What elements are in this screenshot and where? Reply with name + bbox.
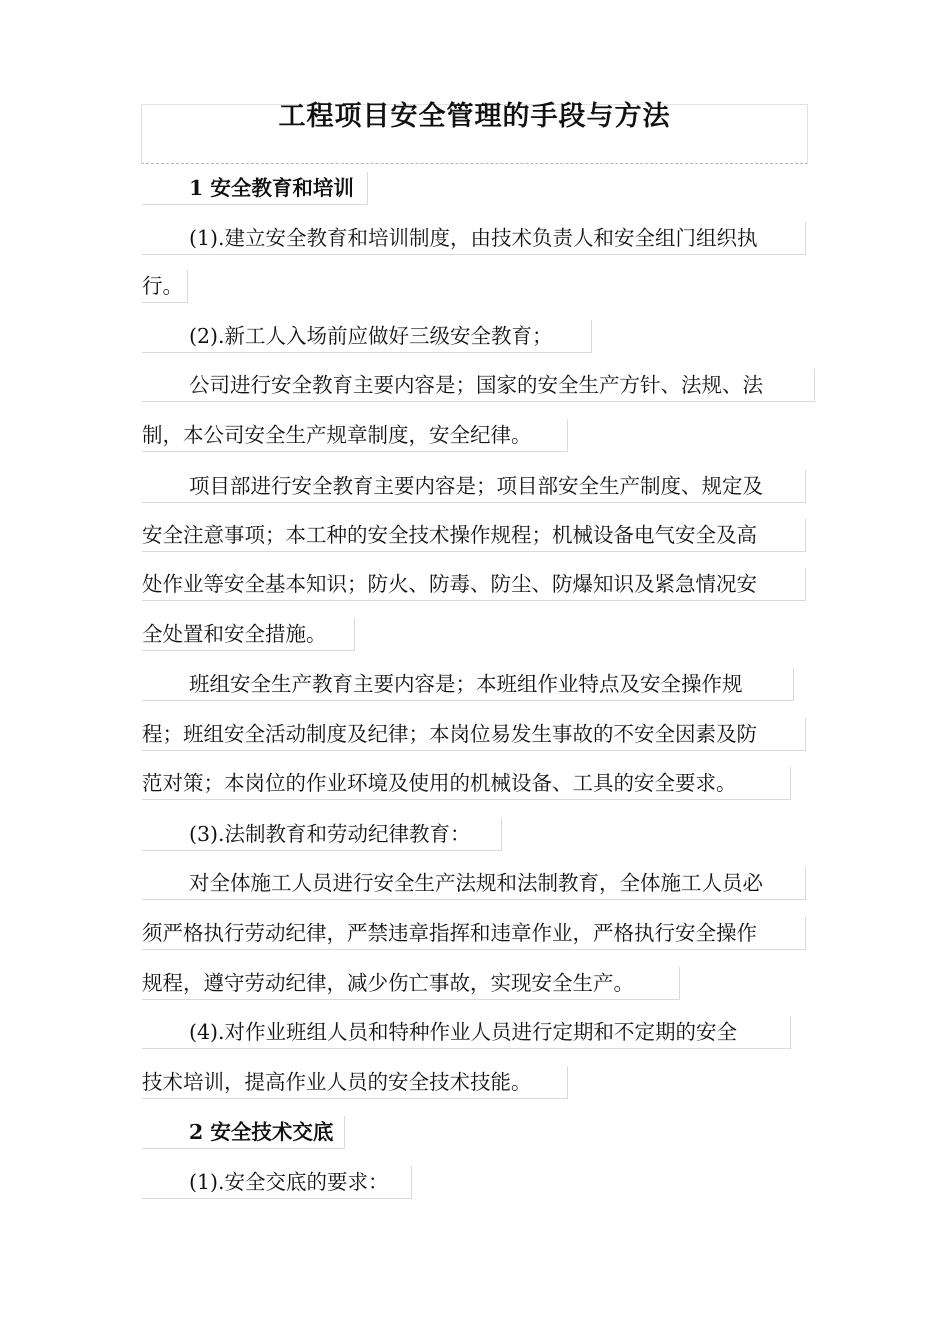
paragraph-line: 对全体施工人员进行安全生产法规和法制教育，全体施工人员必 [142, 867, 806, 900]
paragraph-line: 班组安全生产教育主要内容是；本班组作业特点及安全操作规 [142, 668, 794, 701]
section-heading-1: 1 安全教育和培训 [142, 172, 368, 205]
paragraph-line: (1).安全交底的要求： [142, 1166, 412, 1199]
section-heading-2: 2 安全技术交底 [142, 1116, 345, 1149]
paragraph-line: (4).对作业班组人员和特种作业人员进行定期和不定期的安全 [142, 1016, 791, 1049]
paragraph-line: 处作业等安全基本知识；防火、防毒、防尘、防爆知识及紧急情况安 [142, 568, 806, 601]
paragraph-line: 制，本公司安全生产规章制度，安全纪律。 [142, 419, 568, 452]
document-title: 工程项目安全管理的手段与方法 [278, 101, 671, 132]
paragraph-line: 全处置和安全措施。 [142, 618, 355, 651]
paragraph-line: (2).新工人入场前应做好三级安全教育； [142, 320, 592, 353]
paragraph-line: 安全注意事项；本工种的安全技术操作规程；机械设备电气安全及高 [142, 519, 806, 552]
paragraph-line: 须严格执行劳动纪律，严禁违章指挥和违章作业，严格执行安全操作 [142, 917, 806, 950]
paragraph-line: 程；班组安全活动制度及纪律；本岗位易发生事故的不安全因素及防 [142, 718, 806, 751]
paragraph-line: 行。 [142, 270, 188, 303]
paragraph-line: 范对策；本岗位的作业环境及使用的机械设备、工具的安全要求。 [142, 767, 791, 800]
paragraph-line: (1).建立安全教育和培训制度，由技术负责人和安全组门组织执 [142, 222, 806, 255]
paragraph-line: 项目部进行安全教育主要内容是；项目部安全生产制度、规定及 [142, 470, 806, 503]
paragraph-line: 技术培训，提高作业人员的安全技术技能。 [142, 1066, 568, 1099]
paragraph-line: 公司进行安全教育主要内容是；国家的安全生产方针、法规、法 [142, 369, 815, 402]
paragraph-line: 规程，遵守劳动纪律，减少伤亡事故，实现安全生产。 [142, 967, 680, 1000]
paragraph-line: (3).法制教育和劳动纪律教育： [142, 818, 502, 851]
